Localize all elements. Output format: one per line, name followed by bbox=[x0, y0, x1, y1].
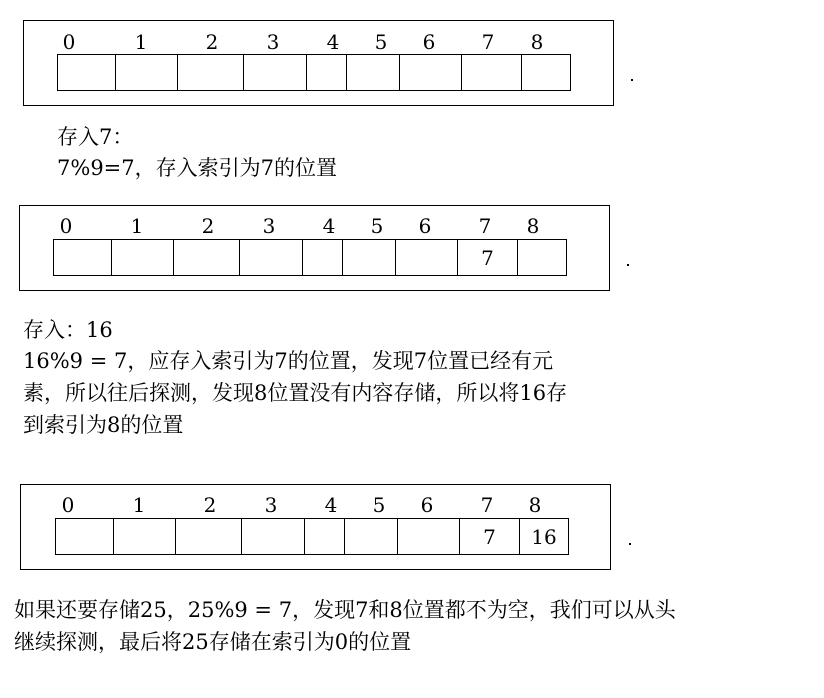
array-cell bbox=[113, 519, 175, 554]
index-label: 3 bbox=[266, 30, 280, 54]
array-cell: 7 bbox=[459, 519, 519, 554]
array-cell bbox=[517, 240, 566, 275]
array-cell bbox=[115, 55, 177, 90]
array-cells-1 bbox=[57, 54, 571, 91]
index-label: 0 bbox=[62, 30, 76, 54]
array-cell bbox=[344, 519, 397, 554]
index-label: 6 bbox=[420, 493, 434, 517]
index-label: 1 bbox=[130, 214, 144, 238]
step1-heading: 存入7： bbox=[57, 125, 134, 149]
index-label: 7 bbox=[480, 493, 494, 517]
index-label: 6 bbox=[422, 30, 436, 54]
index-label: 2 bbox=[201, 214, 215, 238]
array-cell bbox=[304, 519, 344, 554]
array-cell bbox=[243, 55, 306, 90]
array-cell bbox=[302, 240, 342, 275]
array-cell bbox=[346, 55, 399, 90]
stray-dot bbox=[627, 264, 629, 266]
array-cell bbox=[56, 519, 113, 554]
array-cell bbox=[175, 519, 241, 554]
array-cell bbox=[239, 240, 302, 275]
step2-explanation-line1: 16%9 = 7，应存入索引为7的位置，发现7位置已经有元 bbox=[23, 349, 554, 373]
array-cell bbox=[111, 240, 173, 275]
array-cell bbox=[54, 240, 111, 275]
index-label: 5 bbox=[370, 214, 384, 238]
index-label: 1 bbox=[134, 30, 148, 54]
array-cell bbox=[173, 240, 239, 275]
index-label: 6 bbox=[418, 214, 432, 238]
index-label: 2 bbox=[203, 493, 217, 517]
array-cell: 7 bbox=[457, 240, 517, 275]
array-cell bbox=[521, 55, 570, 90]
index-label: 3 bbox=[264, 493, 278, 517]
index-label: 8 bbox=[530, 30, 544, 54]
index-label: 2 bbox=[205, 30, 219, 54]
step1-explanation: 7%9=7，存入索引为7的位置 bbox=[57, 156, 337, 180]
index-label: 8 bbox=[528, 493, 542, 517]
array-cell bbox=[58, 55, 115, 90]
array-cells-2 bbox=[53, 239, 567, 276]
index-label: 4 bbox=[322, 214, 336, 238]
array-cell bbox=[342, 240, 395, 275]
array-cell bbox=[306, 55, 346, 90]
array-cell bbox=[397, 519, 459, 554]
array-cells-3 bbox=[55, 518, 569, 555]
index-label: 0 bbox=[59, 214, 73, 238]
array-cell: 16 bbox=[519, 519, 568, 554]
index-label: 7 bbox=[478, 214, 492, 238]
array-cell bbox=[461, 55, 521, 90]
step2-explanation-line3: 到索引为8的位置 bbox=[23, 413, 184, 437]
index-label: 4 bbox=[324, 493, 338, 517]
step2-heading: 存入：16 bbox=[23, 318, 113, 342]
step3-explanation-line2: 继续探测，最后将25存储在索引为0的位置 bbox=[14, 630, 412, 654]
index-label: 5 bbox=[372, 493, 386, 517]
stray-dot bbox=[631, 79, 633, 81]
index-label: 8 bbox=[526, 214, 540, 238]
index-label: 7 bbox=[481, 30, 495, 54]
index-label: 4 bbox=[326, 30, 340, 54]
index-label: 1 bbox=[132, 493, 146, 517]
stray-dot bbox=[629, 543, 631, 545]
array-cell bbox=[399, 55, 461, 90]
step3-explanation-line1: 如果还要存储25，25%9 = 7，发现7和8位置都不为空，我们可以从头 bbox=[14, 598, 676, 622]
array-cell bbox=[241, 519, 304, 554]
step2-explanation-line2: 素，所以往后探测，发现8位置没有内容存储，所以将16存 bbox=[23, 381, 568, 405]
index-label: 0 bbox=[61, 493, 75, 517]
index-label: 5 bbox=[374, 30, 388, 54]
index-label: 3 bbox=[262, 214, 276, 238]
array-cell bbox=[177, 55, 243, 90]
array-cell bbox=[395, 240, 457, 275]
